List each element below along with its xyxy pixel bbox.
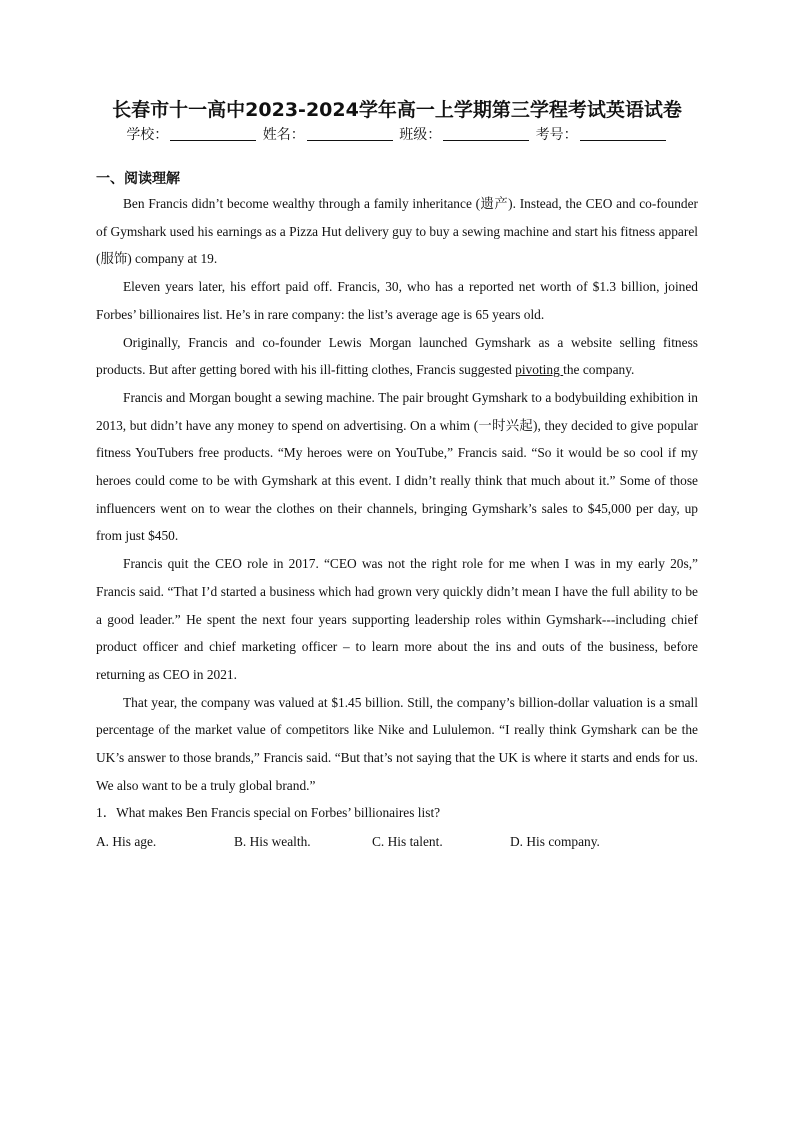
name-blank[interactable] bbox=[307, 126, 393, 141]
school-blank[interactable] bbox=[170, 126, 256, 141]
option-d[interactable]: D. His company. bbox=[510, 834, 600, 850]
option-b[interactable]: B. His wealth. bbox=[234, 834, 311, 850]
class-label: 班级： bbox=[399, 127, 442, 143]
question-1-options bbox=[96, 827, 698, 857]
name-label: 姓名： bbox=[262, 127, 305, 143]
class-blank[interactable] bbox=[443, 126, 529, 141]
section-heading: 一、阅读理解 bbox=[96, 171, 180, 187]
option-c[interactable]: C. His talent. bbox=[372, 834, 443, 850]
student-info-line bbox=[96, 124, 698, 146]
passage-paragraph-4: Francis and Morgan bought a sewing machine. The pair brought Gymshark to a bodybuilding exhibition in 2013, but didn’t have any money to spend on advertising. On a whim (一时兴起), they decided to give popular fitness YouTubers free products. “My heroes were on YouTube,” Francis said. “So it would be so cool if my heroes could come to be with Gymshark at this event. I didn’t really think that much about it.” Some of those influencers went on to wear the clothes on their channels, bringing Gymshark’s sales to $45,000 per day, up from just $450. bbox=[96, 389, 698, 544]
passage-paragraph-6: That year, the company was valued at $1.45 billion. Still, the company’s billion-dollar valuation is a small percentage of the market value of competitors like Nike and Lululemon. “I really think Gymshark can be the UK’s answer to those brands,” Francis said. “But that’s not saying that the UK is where it starts and ends for us. We also want to be a truly global brand.” bbox=[96, 694, 698, 793]
passage-paragraph-1: Ben Francis didn’t become wealthy through a family inheritance (遗产). Instead, the CEO and co-founder of Gymshark used his earnings as a Pizza Hut delivery guy to buy a sewing machine and start his fitness apparel (服饰) company at 19. bbox=[96, 196, 698, 267]
passage-paragraph-5: Francis quit the CEO role in 2017. “CEO was not the right role for me when I was in my early 20s,” Francis said. “That I’d started a business which had grown very quickly didn’t mean I have the full ability to be a good leader.” He spent the next four years supporting leadership roles within Gymshark---including chief product officer and chief marketing officer – to learn more about the ins and outs of the business, before returning as CEO in 2021. bbox=[96, 556, 698, 682]
underlined-word-pivoting: pivoting bbox=[515, 362, 564, 378]
exam-title: 长春市十一高中2023-2024学年高一上学期第三学程考试英语试卷 bbox=[112, 99, 682, 121]
option-a[interactable]: A. His age. bbox=[96, 834, 157, 850]
number-blank[interactable] bbox=[580, 126, 666, 141]
question-1-stem: 1．What makes Ben Francis special on Forbes’ billionaires list? bbox=[96, 805, 441, 821]
passage-paragraph-2: Eleven years later, his effort paid off. Francis, 30, who has a reported net worth of $1.3 billion, joined Forbes’ billionaires list. He’s in rare company: the list’s average age is 65 years old. bbox=[96, 279, 698, 322]
exam-page bbox=[96, 96, 698, 857]
paragraph-3-text-start: Originally, Francis and co-founder Lewis Morgan launched Gymshark as a website selling fitness products. But after getting bored with his ill-fitting clothes, Francis suggested bbox=[96, 334, 698, 378]
number-label: 考号： bbox=[535, 127, 578, 143]
school-label: 学校： bbox=[126, 127, 169, 143]
passage-paragraph-3 bbox=[96, 329, 698, 384]
paragraph-3-text-end: the company. bbox=[563, 362, 635, 378]
